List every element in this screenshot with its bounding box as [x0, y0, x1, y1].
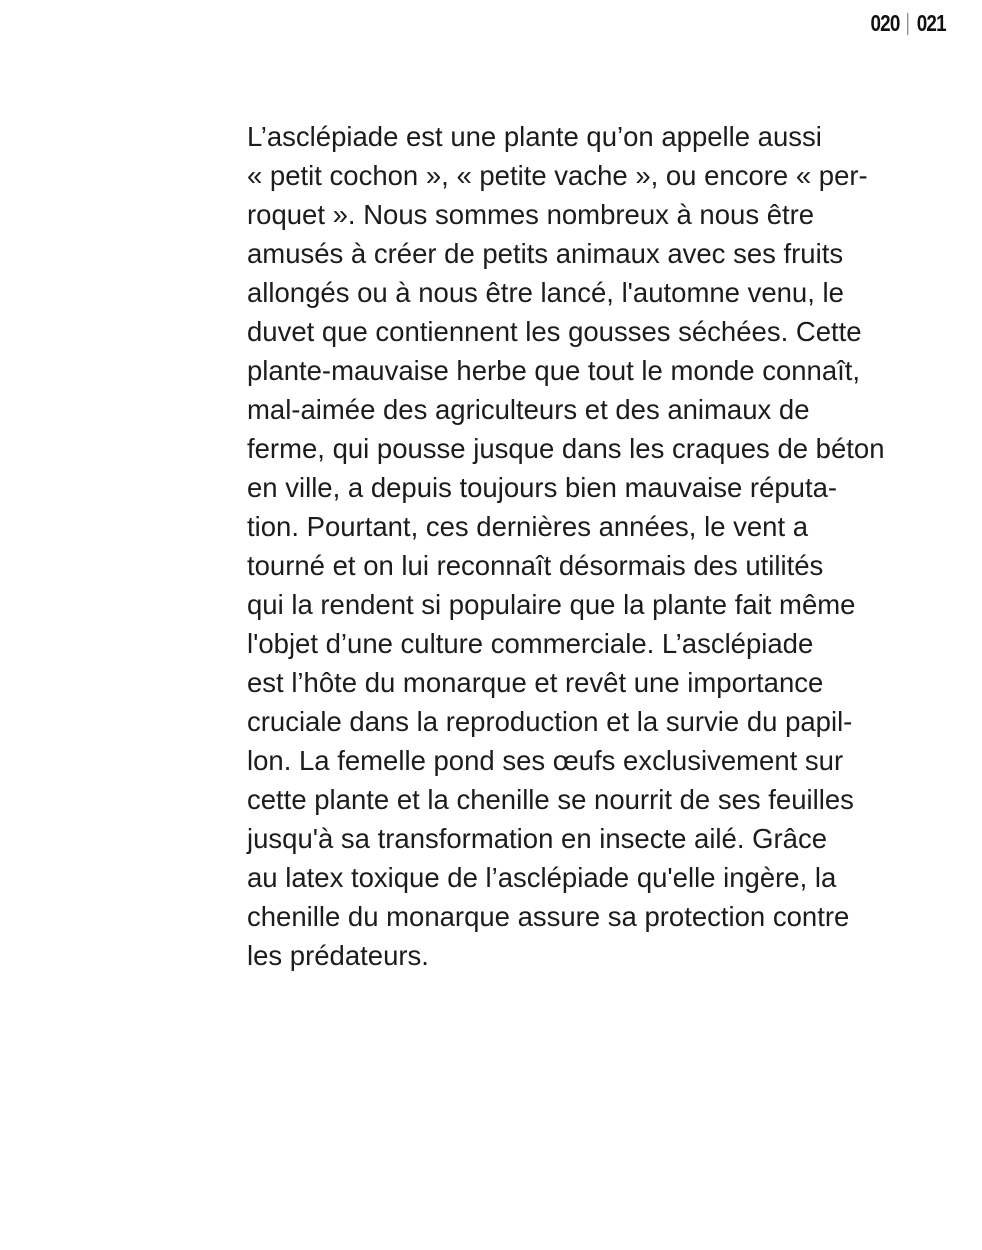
paragraph-line: « petit cochon », « petite vache », ou encore « per- — [247, 160, 868, 191]
paragraph-line: plante-mauvaise herbe que tout le monde connaît, — [247, 355, 861, 386]
page-number-right: 021 — [916, 10, 946, 36]
paragraph-line: cette plante et la chenille se nourrit de ses feuilles — [247, 784, 854, 815]
page-number-left: 020 — [870, 10, 900, 36]
paragraph-line: est l’hôte du monarque et revêt une importance — [247, 667, 824, 698]
paragraph-line: L’asclépiade est une plante qu’on appelle aussi — [247, 121, 822, 152]
page-numbers — [871, 10, 946, 37]
paragraph-line: mal-aimée des agriculteurs et des animaux de — [247, 394, 810, 425]
paragraph-line: lon. La femelle pond ses œufs exclusivement sur — [247, 745, 844, 776]
paragraph-line: cruciale dans la reproduction et la survie du papil- — [247, 706, 853, 737]
paragraph-line: en ville, a depuis toujours bien mauvaise réputa- — [247, 472, 838, 503]
paragraph-line: tion. Pourtant, ces dernières années, le vent a — [247, 511, 809, 542]
paragraph-line: roquet ». Nous sommes nombreux à nous être — [247, 199, 815, 230]
paragraph-line: chenille du monarque assure sa protection contre — [247, 901, 850, 932]
paragraph-line: qui la rendent si populaire que la plante fait même — [247, 589, 856, 620]
paragraph-line: duvet que contiennent les gousses séchées. Cette — [247, 316, 862, 347]
paragraph-line: amusés à créer de petits animaux avec ses fruits — [247, 238, 844, 269]
paragraph-line: allongés ou à nous être lancé, l'automne venu, le — [247, 277, 844, 308]
paragraph-line: les prédateurs. — [247, 940, 429, 971]
paragraph-line: tourné et on lui reconnaît désormais des utilités — [247, 550, 824, 581]
paragraph-line: ferme, qui pousse jusque dans les craques de béton — [247, 433, 885, 464]
paragraph-line: au latex toxique de l’asclépiade qu'elle ingère, la — [247, 862, 837, 893]
page-number-divider — [908, 13, 909, 35]
paragraph-line: jusqu'à sa transformation en insecte ailé. Grâce — [247, 823, 827, 854]
body-paragraph — [247, 117, 967, 975]
paragraph-line: l'objet d’une culture commerciale. L’asclépiade — [247, 628, 814, 659]
